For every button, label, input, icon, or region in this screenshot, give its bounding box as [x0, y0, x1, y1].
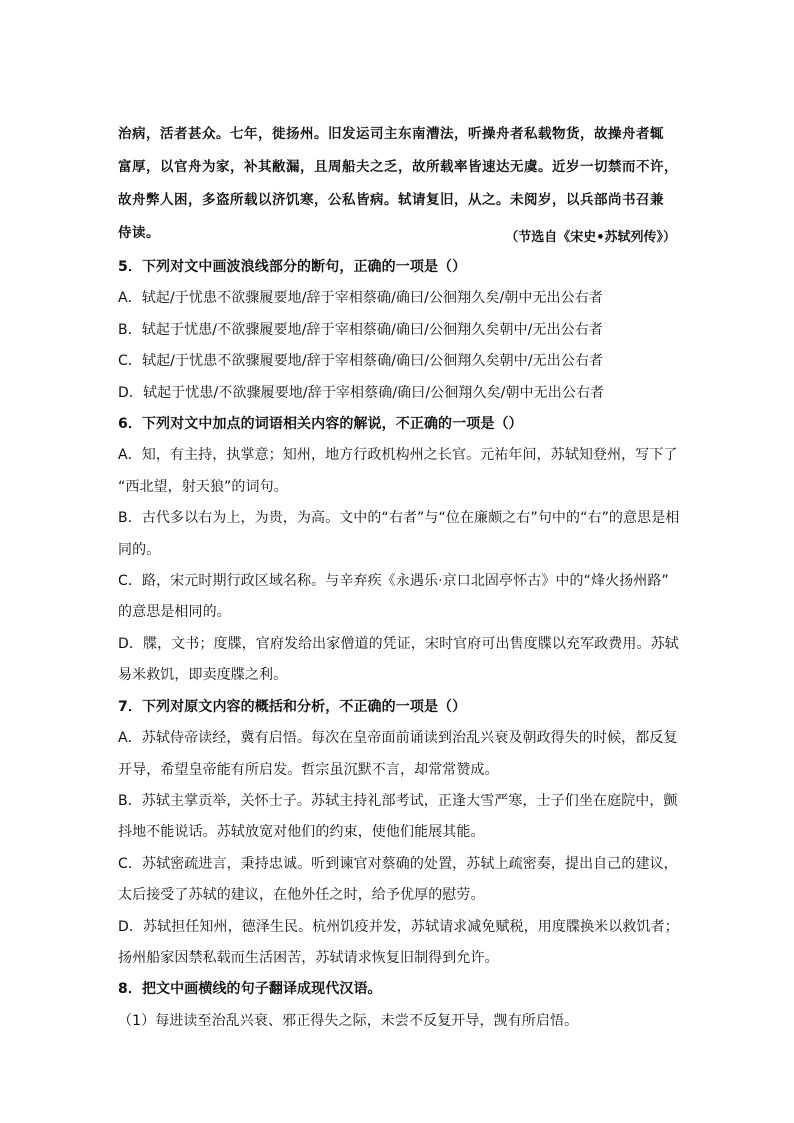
option-line: A．苏轼侍帝读经，冀有启悟。每次在皇帝面前诵读到治乱兴衰及朝政得失的时候，都反复: [118, 730, 678, 747]
passage-line: 富厚，以官舟为家，补其敝漏，且周船夫之乏，故所载率皆速达无虞。近岁一切禁而不许，: [118, 159, 678, 175]
option-line: D．苏轼担任知州，德泽生民。杭州饥疫并发，苏轼请求减免赋税，用度牒换米以救饥者；: [118, 918, 679, 935]
option-line: C．苏轼密疏进言，秉持忠诚。听到谏官对蔡确的处置，苏轼上疏密奏，提出自己的建议，: [118, 855, 678, 872]
option-line: 易米救饥，即卖度牒之利。: [118, 667, 288, 684]
option-line: D．轼起于忧患/不欲骤履要地/辞于宰相蔡确/确曰/公徊翔久矣/朝中无出公右者: [118, 384, 605, 401]
option-line: B．苏轼主掌贡举，关怀士子。苏轼主持礼部考试，正逢大雪严寒，士子们坐在庭院中，颤: [118, 792, 678, 809]
option-line: A．知，有主持，执掌意；知州，地方行政机构州之长官。元祐年间，苏轼知登州，写下了: [118, 447, 678, 464]
option-line: 开导，希望皇帝能有所启发。哲宗虽沉默不言，却常常赞成。: [118, 761, 499, 778]
questions-section: [118, 252, 680, 1037]
option-line: D．牒，文书；度牒，官府发给出家僧道的凭证，宋时官府可出售度牒以充军政费用。苏轼: [118, 635, 679, 652]
passage-source: （节选自《宋史•苏轼列传》）: [505, 230, 676, 245]
passage-line: 故舟弊人困，多盗所载以济饥寒，公私皆病。轼请复旧，从之。未阅岁，以兵部尚书召兼: [118, 192, 664, 208]
passage-line: 治病，活者甚众。七年，徙扬州。旧发运司主东南漕法，听操舟者私载物货，故操舟者辄: [118, 126, 664, 142]
question-line: 5．下列对文中画波浪线部分的断句，正确的一项是（）: [118, 259, 467, 275]
option-line: B．古代多以右为上，为贵，为高。文中的“右者”与“位在廉颇之右”句中的“右”的意思是相: [118, 510, 680, 527]
option-line: 扬州船家因禁私载而生活困苦，苏轼请求恢复旧制得到允许。: [118, 949, 499, 966]
question-line: 7．下列对原文内容的概括和分析，不正确的一项是（）: [118, 698, 467, 715]
option-line: B．轼起于忧患/不欲骤履要地/辞于宰相蔡确/确曰/公徊翔久矣朝中/无出公右者: [118, 321, 603, 338]
option-line: “西北望，射天狼”的词句。: [118, 478, 288, 495]
option-line: C．轼起/于忧患不欲骤履要地/辞于宰相蔡确/确曰/公徊翔久矣朝中/无出公右者: [118, 353, 604, 370]
option-line: 太后接受了苏轼的建议，在他外任之时，给予优厚的慰劳。: [118, 887, 485, 904]
option-line: 的意思是相同的。: [118, 604, 231, 621]
passage-line: 侍读。: [118, 225, 160, 241]
option-line: （1）每进读至治乱兴衰、邪正得失之际，未尝不反复开导，觊有所启悟。: [118, 1012, 579, 1029]
option-line: 抖地不能说话。苏轼放宽对他们的约束，使他们能展其能。: [118, 824, 485, 841]
question-line: 6．下列对文中加点的词语相关内容的解说，不正确的一项是（）: [118, 416, 523, 433]
question-line: 8．把文中画横线的句子翻译成现代汉语。: [118, 981, 382, 998]
option-line: A．轼起/于忧患不欲骤履要地/辞于宰相蔡确/确曰/公徊翔久矣/朝中无出公右者: [118, 290, 603, 307]
option-line: 同的。: [118, 541, 161, 558]
option-line: C．路，宋元时期行政区域名称。与辛弃疾《永遇乐·京口北固亭怀古》中的“烽火扬州路”: [118, 573, 669, 590]
